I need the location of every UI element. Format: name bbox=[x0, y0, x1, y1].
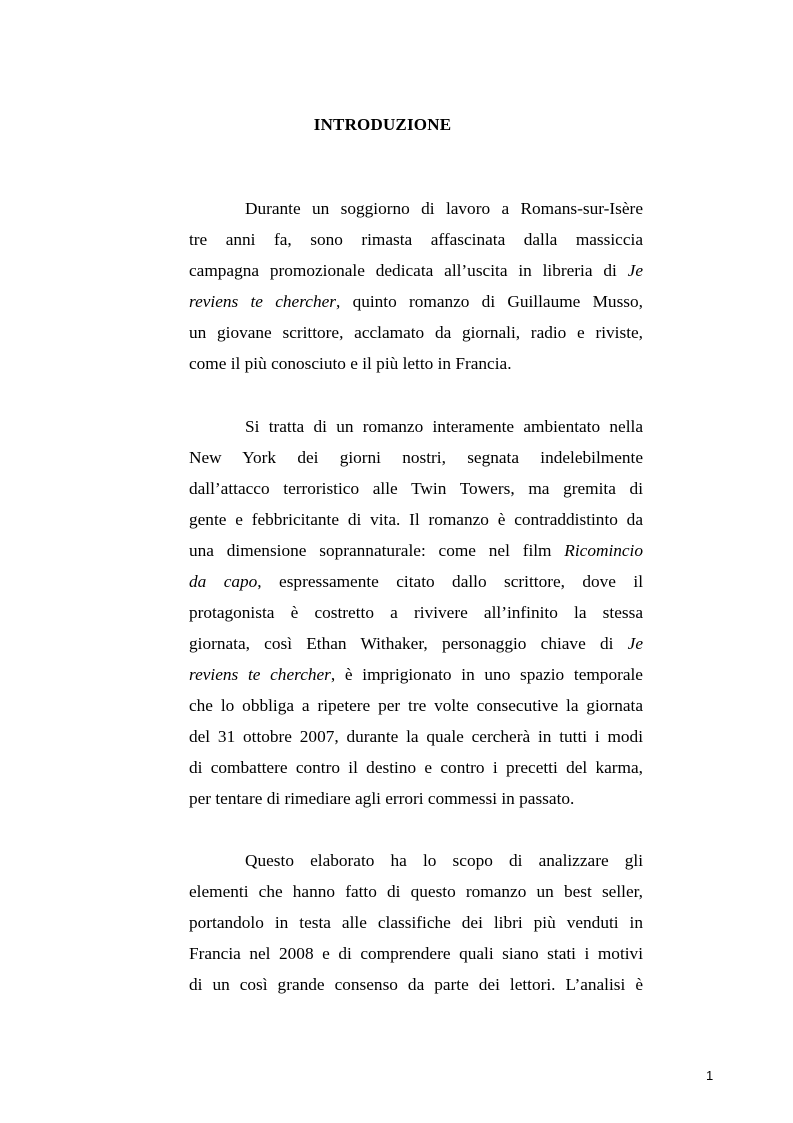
text-run: Questo elaborato ha lo scopo di analizzare gli bbox=[245, 851, 643, 870]
text-run: , espressamente citato dallo scrittore, dove il bbox=[257, 572, 643, 591]
italic-title: Ricomincio bbox=[564, 541, 643, 560]
text-line bbox=[189, 286, 643, 317]
text-line bbox=[189, 752, 643, 783]
text-line bbox=[189, 224, 643, 255]
text-run: , quinto romanzo di Guillaume Musso, bbox=[336, 292, 643, 311]
text-line bbox=[189, 442, 643, 473]
text-line bbox=[189, 411, 643, 442]
paragraph-1 bbox=[189, 193, 643, 379]
text-line bbox=[189, 938, 643, 969]
italic-title: Je bbox=[627, 261, 643, 280]
text-line bbox=[189, 504, 643, 535]
text-line bbox=[189, 193, 643, 224]
text-run: Si tratta di un romanzo interamente ambientato nella bbox=[245, 417, 643, 436]
text-line bbox=[189, 317, 643, 348]
text-run: di un così grande consenso da parte dei lettori. L’analisi è bbox=[189, 975, 643, 994]
italic-title: Je bbox=[627, 634, 643, 653]
text-run: Durante un soggiorno di lavoro a Romans-sur-Isère bbox=[245, 199, 643, 218]
text-line bbox=[189, 907, 643, 938]
text-run: giornata, così Ethan Withaker, personaggio chiave di bbox=[189, 634, 628, 653]
text-run: protagonista è costretto a rivivere all’infinito la stessa bbox=[189, 603, 643, 622]
page-title: INTRODUZIONE bbox=[313, 115, 452, 134]
text-line bbox=[189, 659, 643, 690]
text-run: una dimensione soprannaturale: come nel film bbox=[189, 541, 565, 560]
text-run: gente e febbricitante di vita. Il romanzo è contraddistinto da bbox=[189, 510, 643, 529]
text-line bbox=[189, 783, 643, 814]
paragraph-2 bbox=[189, 411, 643, 814]
text-run: portandolo in testa alle classifiche dei libri più venduti in bbox=[189, 913, 643, 932]
text-run: per tentare di rimediare agli errori commessi in passato. bbox=[189, 789, 575, 808]
text-run: dall’attacco terroristico alle Twin Towers, ma gremita di bbox=[189, 479, 643, 498]
text-run: New York dei giorni nostri, segnata indelebilmente bbox=[189, 448, 643, 467]
text-line bbox=[189, 721, 643, 752]
text-run: un giovane scrittore, acclamato da giornali, radio e riviste, bbox=[189, 323, 643, 342]
text-run: come il più conosciuto e il più letto in Francia. bbox=[189, 354, 512, 373]
text-run: tre anni fa, sono rimasta affascinata dalla massiccia bbox=[189, 230, 643, 249]
text-run: del 31 ottobre 2007, durante la quale cercherà in tutti i modi bbox=[189, 727, 643, 746]
text-run: campagna promozionale dedicata all’uscita in libreria di bbox=[189, 261, 628, 280]
text-line bbox=[189, 845, 643, 876]
text-run: , è imprigionato in uno spazio temporale bbox=[330, 665, 643, 684]
page-number: 1 bbox=[706, 1068, 714, 1083]
paragraph-3 bbox=[189, 845, 643, 1000]
text-line bbox=[189, 348, 643, 379]
text-line bbox=[189, 690, 643, 721]
text-line bbox=[189, 876, 643, 907]
text-line bbox=[189, 969, 643, 1000]
text-run: di combattere contro il destino e contro i precetti del karma, bbox=[189, 758, 643, 777]
text-line bbox=[189, 628, 643, 659]
italic-title: reviens te chercher bbox=[189, 665, 331, 684]
text-run: che lo obbliga a ripetere per tre volte consecutive la giornata bbox=[189, 696, 643, 715]
text-line bbox=[189, 535, 643, 566]
italic-title: reviens te chercher bbox=[189, 292, 336, 311]
italic-title: da capo bbox=[189, 572, 258, 591]
text-line bbox=[189, 566, 643, 597]
text-line bbox=[189, 473, 643, 504]
text-line bbox=[189, 597, 643, 628]
text-run: elementi che hanno fatto di questo romanzo un best seller, bbox=[189, 882, 643, 901]
text-run: Francia nel 2008 e di comprendere quali siano stati i motivi bbox=[189, 944, 643, 963]
text-line bbox=[189, 255, 643, 286]
